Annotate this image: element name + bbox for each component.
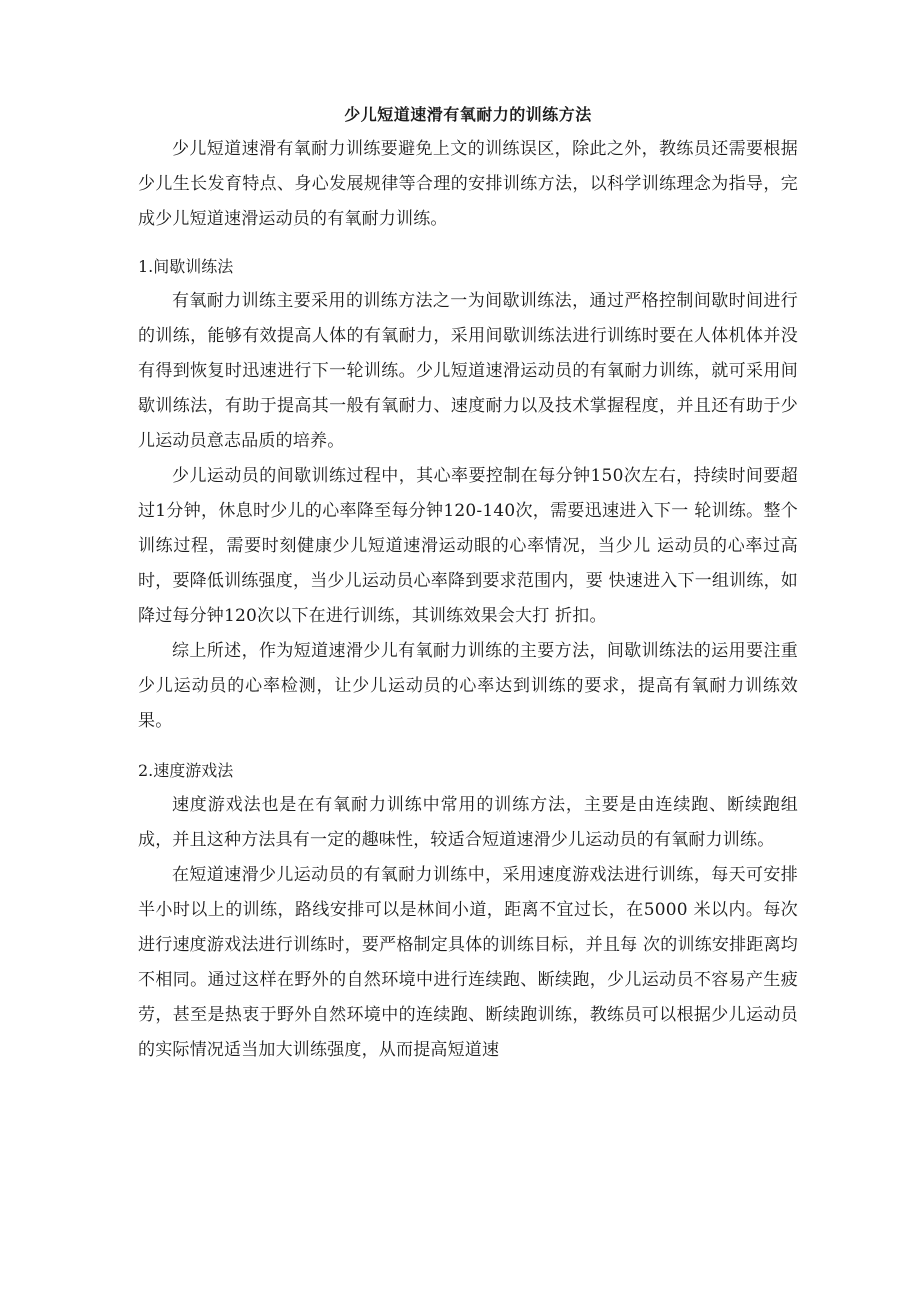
section-paragraph: 少儿运动员的间歇训练过程中，其心率要控制在每分钟150次左右，持续时间要超过1分钟，休息时少儿的心率降至每分钟120-140次，需要迅速进入下一 轮训练。整个训练过程，需要时刻健康少儿短道速滑运动眼的心率情况，当少儿 运动员的心率过高时，要降低训练强度，当少儿运动员心率降到要求范围内，要 快速进入下一组训练，如降过每分钟120次以下在进行训练，其训练效果会大打 折扣。: [138, 466, 798, 626]
section-paragraph: 有氧耐力训练主要采用的训练方法之一为间歇训练法，通过严格控制间歇时间进行的训练，能够有效提高人体的有氧耐力，采用间歇训练法进行训练时要在人体机体并没有得到恢复时迅速进行下一轮训练。少儿短道速滑运动员的有氧耐力训练，就可采用间歇训练法，有助于提高其一般有氧耐力、速度耐力以及技术掌握程度，并且还有助于少儿运动员意志品质的培养。: [138, 291, 798, 451]
section-interval-training: [138, 249, 798, 739]
document-title: 少儿短道速滑有氧耐力的训练方法: [344, 105, 592, 124]
section-paragraph: 速度游戏法也是在有氧耐力训练中常用的训练方法，主要是由连续跑、断续跑组成，并且这种方法具有一定的趣味性，较适合短道速滑少儿运动员的有氧耐力训练。: [138, 795, 798, 850]
section-speed-game: [138, 753, 798, 1068]
section-spacer: [138, 739, 798, 753]
section-heading: 2.速度游戏法: [138, 761, 234, 780]
intro-paragraph: 少儿短道速滑有氧耐力训练要避免上文的训练误区，除此之外，教练员还需要根据少儿生长发育特点、身心发展规律等合理的安排训练方法，以科学训练理念为指导，完成少儿短道速滑运动员的有氧耐力训练。: [138, 139, 798, 229]
section-heading: 1.间歇训练法: [138, 257, 234, 276]
document-page: [138, 98, 798, 1068]
section-paragraph: 在短道速滑少儿运动员的有氧耐力训练中，采用速度游戏法进行训练，每天可安排半小时以上的训练，路线安排可以是林间小道，距离不宜过长，在5000 米以内。每次进行速度游戏法进行训练时，要严格制定具体的训练目标，并且每 次的训练安排距离均不相同。通过这样在野外的自然环境中进行连续跑、断续跑，少儿运动员不容易产生疲劳，甚至是热衷于野外自然环境中的连续跑、断续跑训练，教练员可以根据少儿运动员的实际情况适当加大训练强度，从而提高短道速: [138, 865, 798, 1060]
section-paragraph: 综上所述，作为短道速滑少儿有氧耐力训练的主要方法，间歇训练法的运用要注重少儿运动员的心率检测，让少儿运动员的心率达到训练的要求，提高有氧耐力训练效果。: [138, 641, 798, 731]
